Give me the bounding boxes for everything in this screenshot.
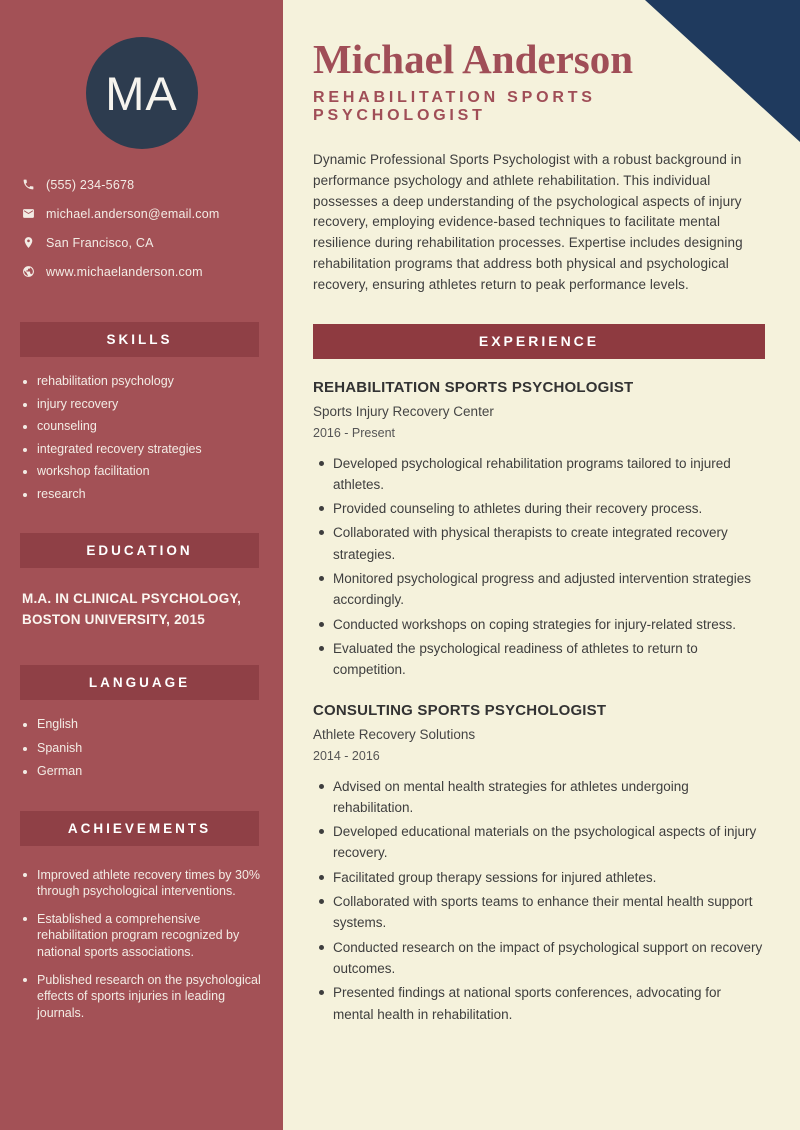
globe-icon: [22, 265, 35, 278]
phone-icon: [22, 178, 35, 191]
language-item: Spanish: [22, 741, 269, 757]
skill-item: integrated recovery strategies: [22, 442, 269, 458]
job-bullet: Developed educational materials on the psychological aspects of injury recovery.: [313, 821, 765, 864]
skills-section-header: SKILLS: [20, 322, 259, 357]
skill-item: counseling: [22, 419, 269, 435]
phone-number: (555) 234-5678: [46, 177, 135, 192]
contact-block: [22, 176, 269, 280]
skill-item: research: [22, 487, 269, 503]
job-bullet: Evaluated the psychological readiness of athletes to return to competition.: [313, 638, 765, 681]
job-entry: [313, 702, 765, 1025]
job-dates: 2014 - 2016: [313, 748, 380, 763]
job-entry: [313, 379, 765, 681]
avatar-initials: MA: [105, 66, 178, 120]
job-bullet: Presented findings at national sports conferences, advocating for mental health in rehabilitation.: [313, 982, 765, 1025]
website-url[interactable]: www.michaelanderson.com: [46, 264, 203, 279]
skill-item: workshop facilitation: [22, 464, 269, 480]
language-item: English: [22, 717, 269, 733]
achievement-item: Improved athlete recovery times by 30% through psychological interventions.: [22, 867, 269, 900]
job-company: Sports Injury Recovery Center: [313, 403, 494, 419]
contact-location: [22, 234, 269, 251]
job-bullet: Collaborated with physical therapists to create integrated recovery strategies.: [313, 522, 765, 565]
language-item: German: [22, 764, 269, 780]
job-bullet: Provided counseling to athletes during their recovery process.: [313, 498, 765, 519]
job-bullet: Collaborated with sports teams to enhance their mental health support systems.: [313, 891, 765, 934]
email-icon: [22, 207, 35, 220]
job-title: REHABILITATION SPORTS PSYCHOLOGIST: [313, 378, 634, 396]
achievement-item: Established a comprehensive rehabilitation program recognized by national sports associations.: [22, 911, 269, 960]
avatar: [86, 37, 198, 149]
job-bullet: Conducted research on the impact of psychological support on recovery outcomes.: [313, 937, 765, 980]
job-bullet-list: [313, 453, 765, 681]
language-list: [22, 717, 269, 780]
job-bullet: Developed psychological rehabilitation programs tailored to injured athletes.: [313, 453, 765, 496]
job-bullet: Facilitated group therapy sessions for injured athletes.: [313, 867, 765, 888]
job-dates: 2016 - Present: [313, 425, 395, 440]
job-bullet: Monitored psychological progress and adjusted intervention strategies accordingly.: [313, 568, 765, 611]
achievements-list: [22, 867, 269, 1021]
contact-email: [22, 205, 269, 222]
job-title: CONSULTING SPORTS PSYCHOLOGIST: [313, 701, 607, 719]
education-section-header: EDUCATION: [20, 533, 259, 568]
experience-section-header: EXPERIENCE: [313, 324, 765, 359]
person-job-title: REHABILITATION SPORTS PSYCHOLOGIST: [313, 89, 596, 124]
achievement-item: Published research on the psychological effects of sports injuries in leading journals.: [22, 972, 269, 1021]
job-bullet-list: [313, 776, 765, 1025]
job-bullet: Conducted workshops on coping strategies for injury-related stress.: [313, 614, 765, 635]
email-address[interactable]: michael.anderson@email.com: [46, 206, 220, 221]
sidebar: [0, 0, 283, 1130]
location-icon: [22, 236, 35, 249]
main-content: [283, 0, 800, 1130]
education-degree: M.A. IN CLINICAL PSYCHOLOGY, BOSTON UNIVERSITY, 2015: [22, 591, 242, 627]
profile-summary: Dynamic Professional Sports Psychologist with a robust background in performance psychology and athlete rehabilitation. This individual possesses a deep understanding of the psychological aspects of injury recovery, employing evidence-based techniques to facilitate mental resilience during rehabilitation processes. Expertise includes designing rehabilitation programs that address both physical and psychological recovery, ensuring athletes return to peak performance levels.: [313, 152, 743, 292]
language-section-header: LANGUAGE: [20, 665, 259, 700]
job-company: Athlete Recovery Solutions: [313, 726, 476, 742]
achievements-section-header: ACHIEVEMENTS: [20, 811, 259, 846]
contact-phone: [22, 176, 269, 193]
person-name: Michael Anderson: [313, 36, 634, 82]
skill-item: rehabilitation psychology: [22, 374, 269, 390]
job-bullet: Advised on mental health strategies for athletes undergoing rehabilitation.: [313, 776, 765, 819]
contact-website: [22, 263, 269, 280]
location-text: San Francisco, CA: [46, 235, 154, 250]
skills-list: [22, 374, 269, 502]
skill-item: injury recovery: [22, 397, 269, 413]
